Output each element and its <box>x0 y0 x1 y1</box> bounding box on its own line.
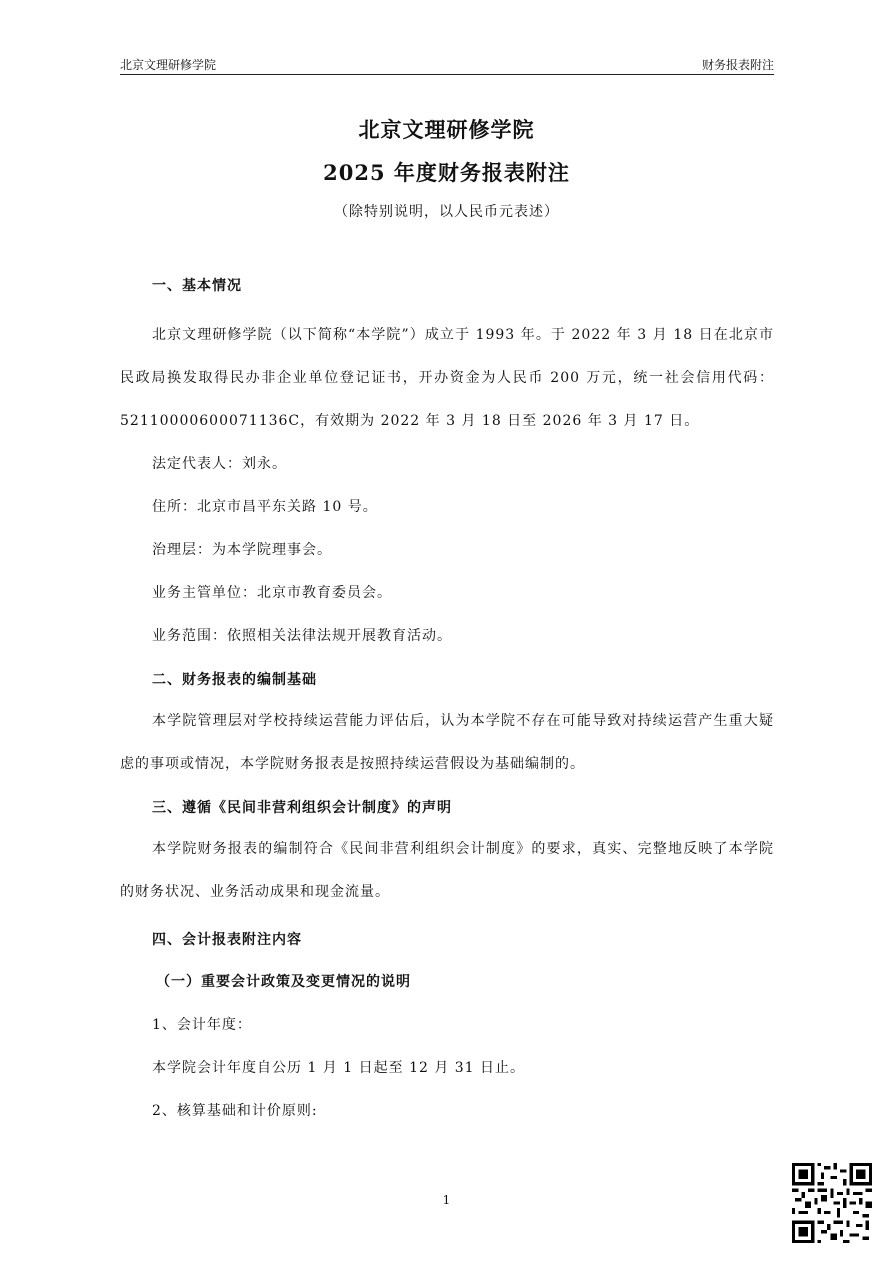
compliance-paragraph: 本学院财务报表的编制符合《民间非营利组织会计制度》的要求，真实、完整地反映了本学院的财务状况、业务活动成果和现金流量。 <box>120 841 774 900</box>
doc-subtitle: （除特别说明，以人民币元表述） <box>334 204 559 220</box>
business-scope: 业务范围：依照相关法律法规开展教育活动。 <box>152 628 452 644</box>
basis-paragraph: 本学院管理层对学校持续运营能力评估后，认为本学院不存在可能导致对持续运营产生重大疑虑的事项或情况，本学院财务报表是按照持续运营假设为基础编制的。 <box>120 713 774 772</box>
doc-title-org: 北京文理研修学院 <box>358 117 535 142</box>
item-fiscal-year: 1、会计年度： <box>152 1017 252 1033</box>
doc-body <box>120 272 774 1133</box>
section-heading-basic-info: 一、基本情况 <box>152 278 242 294</box>
section-heading-basis: 二、财务报表的编制基础 <box>152 672 317 688</box>
fiscal-year-text: 本学院会计年度自公历 1 月 1 日起至 12 月 31 日止。 <box>152 1060 526 1076</box>
supervisor-unit: 业务主管单位：北京市教育委员会。 <box>152 585 392 601</box>
address: 住所：北京市昌平东关路 10 号。 <box>152 499 378 515</box>
item-accounting-basis: 2、核算基础和计价原则: <box>152 1103 318 1119</box>
doc-title-report: 2025 年度财务报表附注 <box>323 160 570 185</box>
subsection-heading-policies: （一）重要会计政策及变更情况的说明 <box>156 974 411 990</box>
header-org-name: 北京文理研修学院 <box>120 58 217 72</box>
legal-representative: 法定代表人：刘永。 <box>152 456 287 472</box>
page-number: 1 <box>442 1193 451 1207</box>
governance: 治理层：为本学院理事会。 <box>152 542 332 558</box>
basic-info-paragraph: 北京文理研修学院（以下简称“本学院”）成立于 1993 年。于 2022 年 3 月 18 日在北京市民政局换发取得民办非企业单位登记证书，开办资金为人民币 200 万元，统一社会信用代码：52110000600071136C，有效期为 2022 年 3 月 18 日至 2026 年 3 月 17 日。 <box>120 327 774 429</box>
header-doc-name: 财务报表附注 <box>701 58 774 72</box>
section-heading-compliance: 三、遵循《民间非营利组织会计制度》的声明 <box>152 800 452 816</box>
section-heading-notes: 四、会计报表附注内容 <box>152 932 302 948</box>
qr-code-icon <box>792 1163 872 1243</box>
page-header <box>120 54 774 75</box>
